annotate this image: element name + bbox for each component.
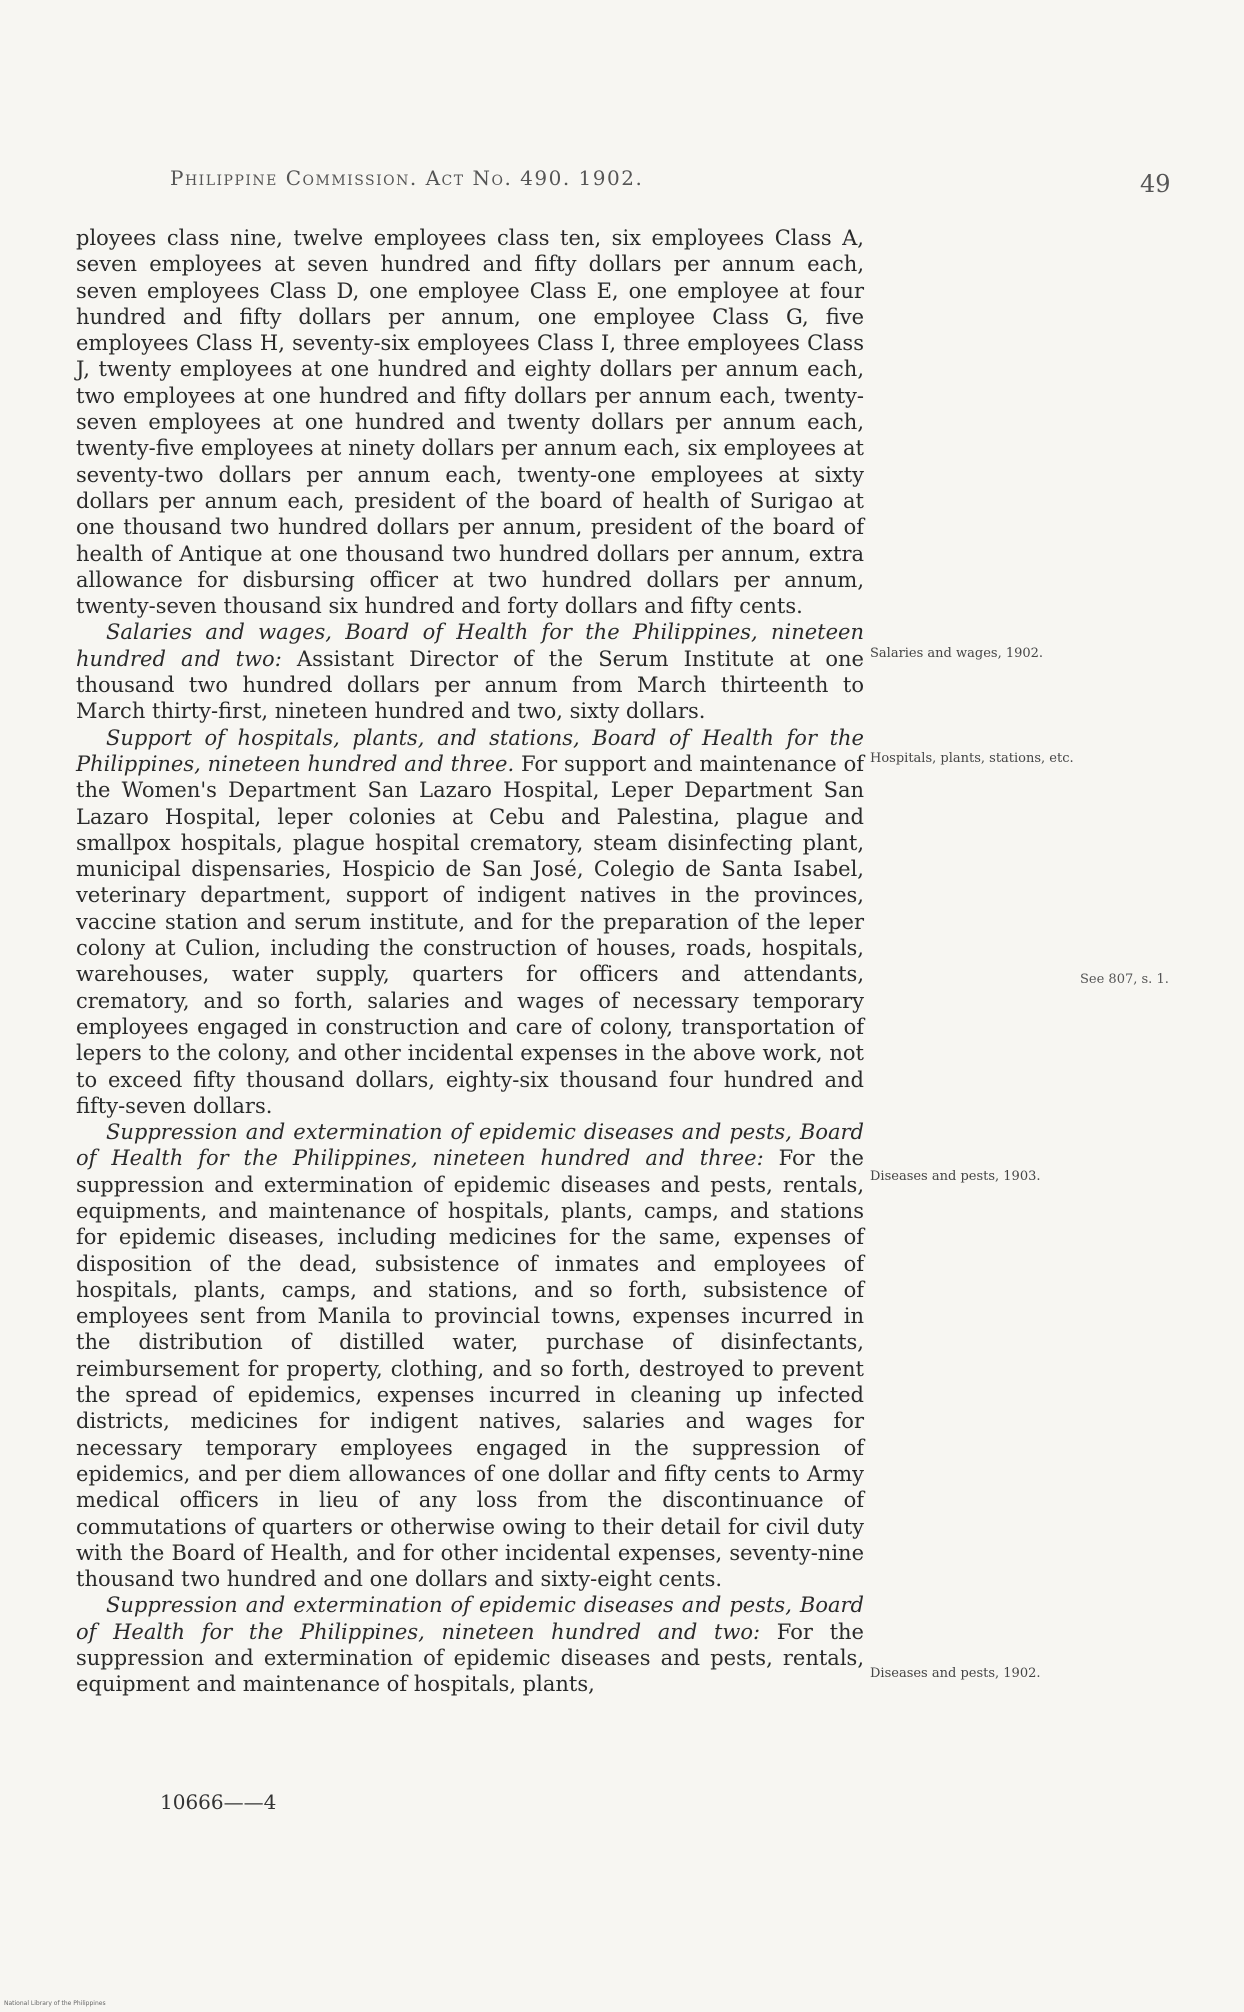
margin-note-hospitals: Hospitals, plants, stations, etc. [870, 751, 1074, 766]
signature-mark: 10666——4 [160, 1790, 277, 1814]
margin-note-diseases-1902: Diseases and pests, 1902. [870, 1666, 1041, 1681]
paragraph-heading: Support of hospitals, plants, and stations, Board of Health for the Philippines, nineteen hundred and three. [76, 725, 864, 776]
paragraph-hospitals [76, 725, 864, 1119]
paragraph-text: For support and maintenance of the Women's Department San Lazaro Hospital, Leper Department San Lazaro Hospital, leper colonies at Cebu and Palestina, plague and smallpox hospitals, plague hospital crematory, steam disinfecting plant, municipal dispensaries, Hospicio de San José, Colegio de Santa Isabel, veterinary department, support of indigent natives in the provinces, vaccine station and serum institute, and for the preparation of the leper colony at Culion, including the construction of houses, roads, hospitals, warehouses, water supply, quarters for officers and attendants, crematory, and so forth, salaries and wages of necessary temporary employees engaged in construction and care of colony, transportation of lepers to the colony, and other incidental expenses in the above work, not to exceed fifty thousand dollars, eighty-six thousand four hundred and fifty-seven dollars. [76, 751, 864, 1118]
margin-note-salaries: Salaries and wages, 1902. [870, 646, 1044, 661]
paragraph-heading: Suppression and extermination of epidemic diseases and pests, Board of Health for the Philippines, nineteen hundred and three: [76, 1120, 864, 1171]
paragraph-text: For the suppression and extermination of epidemic diseases and pests, rentals, equipment and maintenance of hospitals, plants, [76, 1619, 864, 1697]
digitization-credit: National Library of the Philippines [4, 2000, 106, 2007]
margin-note-diseases-1903: Diseases and pests, 1903. [870, 1169, 1041, 1184]
page-number: 49 [1140, 170, 1171, 198]
paragraph-heading: Suppression and extermination of epidemic diseases and pests, Board of Health for the Philippines, nineteen hundred and two: [76, 1593, 864, 1644]
paragraph-text: For the suppression and extermination of epidemic diseases and pests, rentals, equipments, and maintenance of hospitals, plants, camps, and stations for epidemic diseases, including medicines for the same, expenses of disposition of the dead, subsistence of inmates and employees of hospitals, plants, camps, and stations, and so forth, subsistence of employees sent from Manila to provincial towns, expenses incurred in the distribution of distilled water, purchase of disinfectants, reimbursement for property, clothing, and so forth, destroyed to prevent the spread of epidemics, expenses incurred in cleaning up infected districts, medicines for indigent natives, salaries and wages for necessary temporary employees engaged in the suppression of epidemics, and per diem allowances of one dollar and fifty cents to Army medical officers in lieu of any loss from the discontinuance of commutations of quarters or otherwise owing to their detail for civil duty with the Board of Health, and for other incidental expenses, seventy-nine thousand two hundred and one dollars and sixty-eight cents. [76, 1146, 864, 1592]
paragraph-diseases-1903 [76, 1119, 864, 1592]
paragraph-text: Assistant Director of the Serum Institute at one thousand two hundred dollars per annum from March thirteenth to March thirty-first, nineteen hundred and two, sixty dollars. [76, 646, 864, 724]
body-text [76, 225, 864, 1698]
paragraph-heading: Salaries and wages, Board of Health for the Philippines, nineteen hundred and two: [76, 620, 864, 671]
paragraph-salaries [76, 619, 864, 724]
margin-note-see-reference: See 807, s. 1. [1080, 972, 1169, 987]
paragraph-continuation: ployees class nine, twelve employees class ten, six employees Class A, seven employees at seven hundred and fifty dollars per annum each, seven employees Class D, one employee Class E, one employee at four hundred and fifty dollars per annum, one employee Class G, five employees Class H, seventy-six employees Class I, three employees Class J, twenty employees at one hundred and eighty dollars per annum each, two employees at one hundred and fifty dollars per annum each, twenty-seven employees at one hundred and twenty dollars per annum each, twenty-five employees at ninety dollars per annum each, six employees at seventy-two dollars per annum each, twenty-one employees at sixty dollars per annum each, president of the board of health of Surigao at one thousand two hundred dollars per annum, president of the board of health of Antique at one thousand two hundred dollars per annum, extra allowance for disbursing officer at two hundred dollars per annum, twenty-seven thousand six hundred and forty dollars and fifty cents. [76, 226, 864, 619]
paragraph-diseases-1902 [76, 1592, 864, 1697]
running-head: Philippine Commission. Act No. 490. 1902. [170, 166, 644, 190]
